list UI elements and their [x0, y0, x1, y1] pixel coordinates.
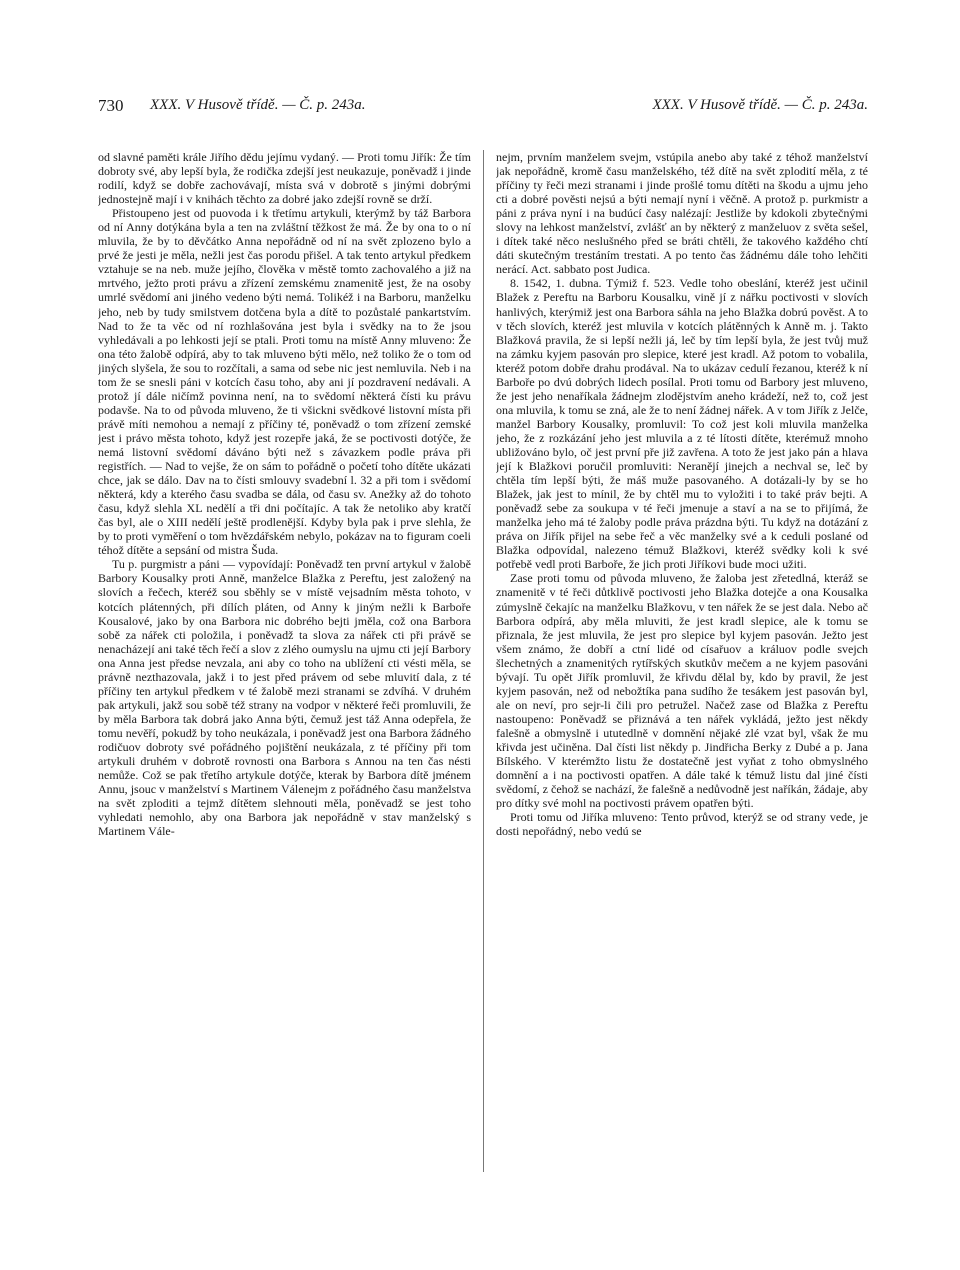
page-number: 730 [98, 96, 124, 115]
paragraph: od slavné paměti krále Jiřího dědu jejímu vydaný. — Proti tomu Jiřík: Že tím dobroty své, aby lepší byla, že rodička zdejší jest neukazuje, poněvadž i jinde rodilí, když se dobře zachovávají, místa svá v dobrotě s jinými dobrými jednostejně mají i v knihách těchto za dobré jako zdejší rovně se drží. [98, 150, 471, 207]
paragraph: Tu p. purgmistr a páni — vypovídají: Poněvadž ten první artykul v žalobě Barbory Kousalky proti Anně, manželce Blažka z Pereftu, jest založený na slovích a řečech, kteréž sou sběhly se v místě vejsadním města tohoto, v kotcích plátenných, při dílích pláten, od Anny k jiným nežli k Barboře Kousalové, jako by ona Barbora nic dobrého bejti jměla, což ona Barbora sobě za nářek cti položila, i poněvadž ta slova za nářek cti při právě se nenacházejí ani také těch řečí a slov z zlého oumyslu na ujmu cti její Barbory ona Anna jest předse nevzala, ani aby co toho na ublížení cti vésti měla, se právně nezthazovala, jakž i to jest před právem od sebe mluvití dala, z té příčiny ten artykul předkem v té žalobě mezi stranami se zdvíhá. V druhém pak artykuli, jakž sou sobě též strany na vodpor v některé řeči promluvili, že by měla Barbora tak dobrá jako Anna býti, čemuž jest táž Anna odepřela, že tomu nevěří, pokudž by toho neukázala, i poněvadž jest ona Barbora žádného rodičuov dobroty své pořádného pojištění neukázala, z té příčiny při tom artykuli druhém v dobrotě rovnosti ona Barbora s Annou na ten čas nésti nemůže. Což se pak třetího artykule dotýče, kterak by Barbora dítě jménem Annu, jsouc v manželství s Martinem Válenejm z pořádného času manželstva na svět zploditi a tejmž dítětem slehnouti měla, poněvadž se jest toho vyhledati nemohlo, aby ona Barbora jak nepořádně v stav manželský s Martinem Vále- [98, 557, 471, 839]
column-divider [483, 150, 484, 1172]
running-head-right: XXX. V Husově třídě. — Č. p. 243a. [652, 97, 868, 113]
paragraph: Zase proti tomu od původa mluveno, že žaloba jest zřetedlná, kteráž se znamenitě v té řeči důtklivě poctivosti jeho Blažka dotejče a ona Kousalka zúmyslně čekajíc na manželku Blažkovu, v ten nářek že se jest dala. Nebo ač Barbora odpírá, aby měla mluviti, že jest kradl slepice, ale k tomu se přiznala, že jest mluvila, že jest pro slepice byl kyjem pasován. Ježto jest všem známo, že dobří a ctní lidé od císařuov a králuov podle svejch šlechetných a znamenitých rytířských skutkův mečem a ne kyjem pasováni bývají. Tu opět Jiřík promluvil, že křivdu dělal by, kdo by pravil, že jest kyjem pasován, než od nebožtíka pana sudího že tesákem jest pasován byl, ale on neví, pro sejr-li čili pro petružel. Načež zase od Blažka z Pereftu nastoupeno: Poněvadž se přiznává a ten nářek vykládá, ježto jest někdy falešně a obmyslně i ututedlně v domnění nějaké zlé vzat byl, však že mu křivda jest učiněna. Dal čísti list někdy p. Jindřicha Berky z Dubé a p. Jana Bílského. V kterémžto listu že dostatečně jest vyňat z toho obmyslného domnění a i na poctivosti opatřen. A dále také k témuž listu dal jiné čísti svědomí, z čehož se nachází, že falešně a nedůvodně jest naříkán, žádaje, aby pro dítky své mohl na poctivosti právem opatřen býti. [496, 571, 868, 811]
paragraph: nejm, prvním manželem svejm, vstúpila anebo aby také z téhož manželství jak nepořádně, kromě času manželského, též dítě na svět zplodití měla, z té příčiny ty řeči mezi stranami i jinde prošlé tomu dítěti na škodu a ujmu jeho cti a dobré pověsti nejsú a býti nemají nyní i věčně. A protož p. purkmistr a páni z práva nyní i na budúcí časy nalézají: Jestliže by kdokoli zbytečnými slovy na lehkost manželství, zvlášť an by některý z manželuov z světa sešel, i dítek také něco neslušného před se bráti chtěli, že takového každého chtí dáti skutečným trestáním trestati. A po tento čas žádnému dále toho lehčiti nerácí. Act. sabbato post Judica. [496, 150, 868, 277]
paragraph: Přistoupeno jest od puovoda i k třetímu artykuli, kterýmž by táž Barbora od ní Anny dotýkána byla a ten na zvláštní těžkost že má. Že by ona to o ní mluvila, že by to děvčátko Anna nepořádně od ní na svět zplozeno bylo a prvé že jesti je měla, nežli jest čas porodu přišel. A tak tento artykul předkem vztahuje se na neb. muže jejího, člověka v městě tomto zachovalého a již na mrtvého, ježto proti právu a zřízení zemskému znamenitě jest, že na osoby umrlé svědomí ani jiného vedeno býti nemá. Tolikéž i na Barboru, manželku jeho, neb by tudy smilstvem dotčena byla a dítě to pozůstalé pankartstvím. Nad to že ta věc od ní rozhlašována jest byla i svědky na to že jsou vyhledávali a po lehkosti její se ptali. Proti tomu na místě Anny mluveno: Že ona této žalobě odpírá, aby to tak mluveno býti mělo, než toliko že o tom od jiných slyšela, že sou to rozčítali, a sama od sebe nic jest nemluvila. Neb i na tom že se snesli páni v kotcích času toho, aby ani jí pozdravení nedávali. A protož jí dále ničímž povinna není, na to svědomí některá čísti ku právu podavše. Na to od původa mluveno, že ti všickni svědkové listovní místa při právě míti nemohou a nemají z příčiny té, poněvadž o tom zřízení zemské jest i právo města tohoto, když jest rozepře jaká, že se poctivosti dotýče, že nemá listovní svědomí dáváno býti než s závazkem podle práva při registřích. — Nad to vejše, že on sám to pořádně o početí toho dítěte ukázati chce, jak se dálo. Dav na to čísti smlouvy svadební l. 32 a při tom i svědomí některá, kdy a kterého času svadba se dála, od času sv. Anežky až do tohoto času, když slehla XL nedělí a tři dni počítajíc. A tak že netoliko aby kratčí čas byl, ale o XIII nedělí ještě prodlenější. Kdyby byla pak i prve slehla, že by to proti vyměření o tom hvězdářském nebylo, pokázav na to figuram coeli téhož dítěte a sepsání od mistra Šuda. [98, 206, 471, 558]
running-head-left: XXX. V Husově třídě. — Č. p. 243a. [150, 97, 366, 113]
paragraph: 8. 1542, 1. dubna. Týmiž f. 523. Vedle toho obeslání, kteréž jest učinil Blažek z Pereftu na Barboru Kousalku, vině jí z nářku poctivosti v slovích hanlivých, kterýmiž jest ona Barbora sáhla na jeho Blažka dobrú pověst. A to v těch slovích, kteréž jest mluvila v kotcích plátěnných k Anně m. j. Takto Blažková pravila, že si lepší nežli já, leč by tím lepší byla, že jest tvůj muž na zámku kyjem pasován pro slepice, které jest kradl. Až potom to vobalila, kteréž potom dobře drahu prodával. Na to ukázav cedulí řezanou, kteréž k ní Barboře po dvú dobrých lidech posílal. Proti tomu od Barbory jest mluveno, že jest jeho nenaříkala žádnejm zlodějstvím aneho krádeží, než to, což jest ona mluvila, k tomu se zná, ale že to není žádnej nářek. A v tom Jiřík z Jelče, manžel Barbory Kousalky, promluvil: To což jest koli mluvila manželka jeho, že z rozkázání jeho jest mluvila a z té lítosti dítěte, kterémuž mnoho ubližováno bylo, oč jest první pře již zavřena. A toto že jest jako pán a hlava její k Blažkovi poručil promluviti: Neranějí jinejch a nechval se, leč by chtěla tím lepší býti, že máš muže pasovaného. A dotázali-ly by se ho Blažek, jak jest to mínil, že by chtěl mu to vyložiti i to také práv bejti. A poněvadž sebe za soukupa v té řeči jmenuje a staví a na se to přijímá, že manželka jeho má té žaloby podle práva prázdna býti. Tu když na dotázání z práva on Jiřík přijel na sebe řeč a věc manželky své a k ceduli poslané od Blažka odpovídal, nalezeno témuž Blažkovi, kteréž svědky koli k své potřebě vedl proti Barboře, že jich proti Jiříkovi bude moci užiti. [496, 276, 868, 572]
paragraph: Proti tomu od Jiříka mluveno: Tento průvod, kterýž se od strany vede, je dosti nepořádný, nebo vedú se [496, 810, 868, 839]
page-header [98, 96, 868, 120]
left-column [98, 150, 471, 1174]
right-column [496, 150, 868, 1174]
